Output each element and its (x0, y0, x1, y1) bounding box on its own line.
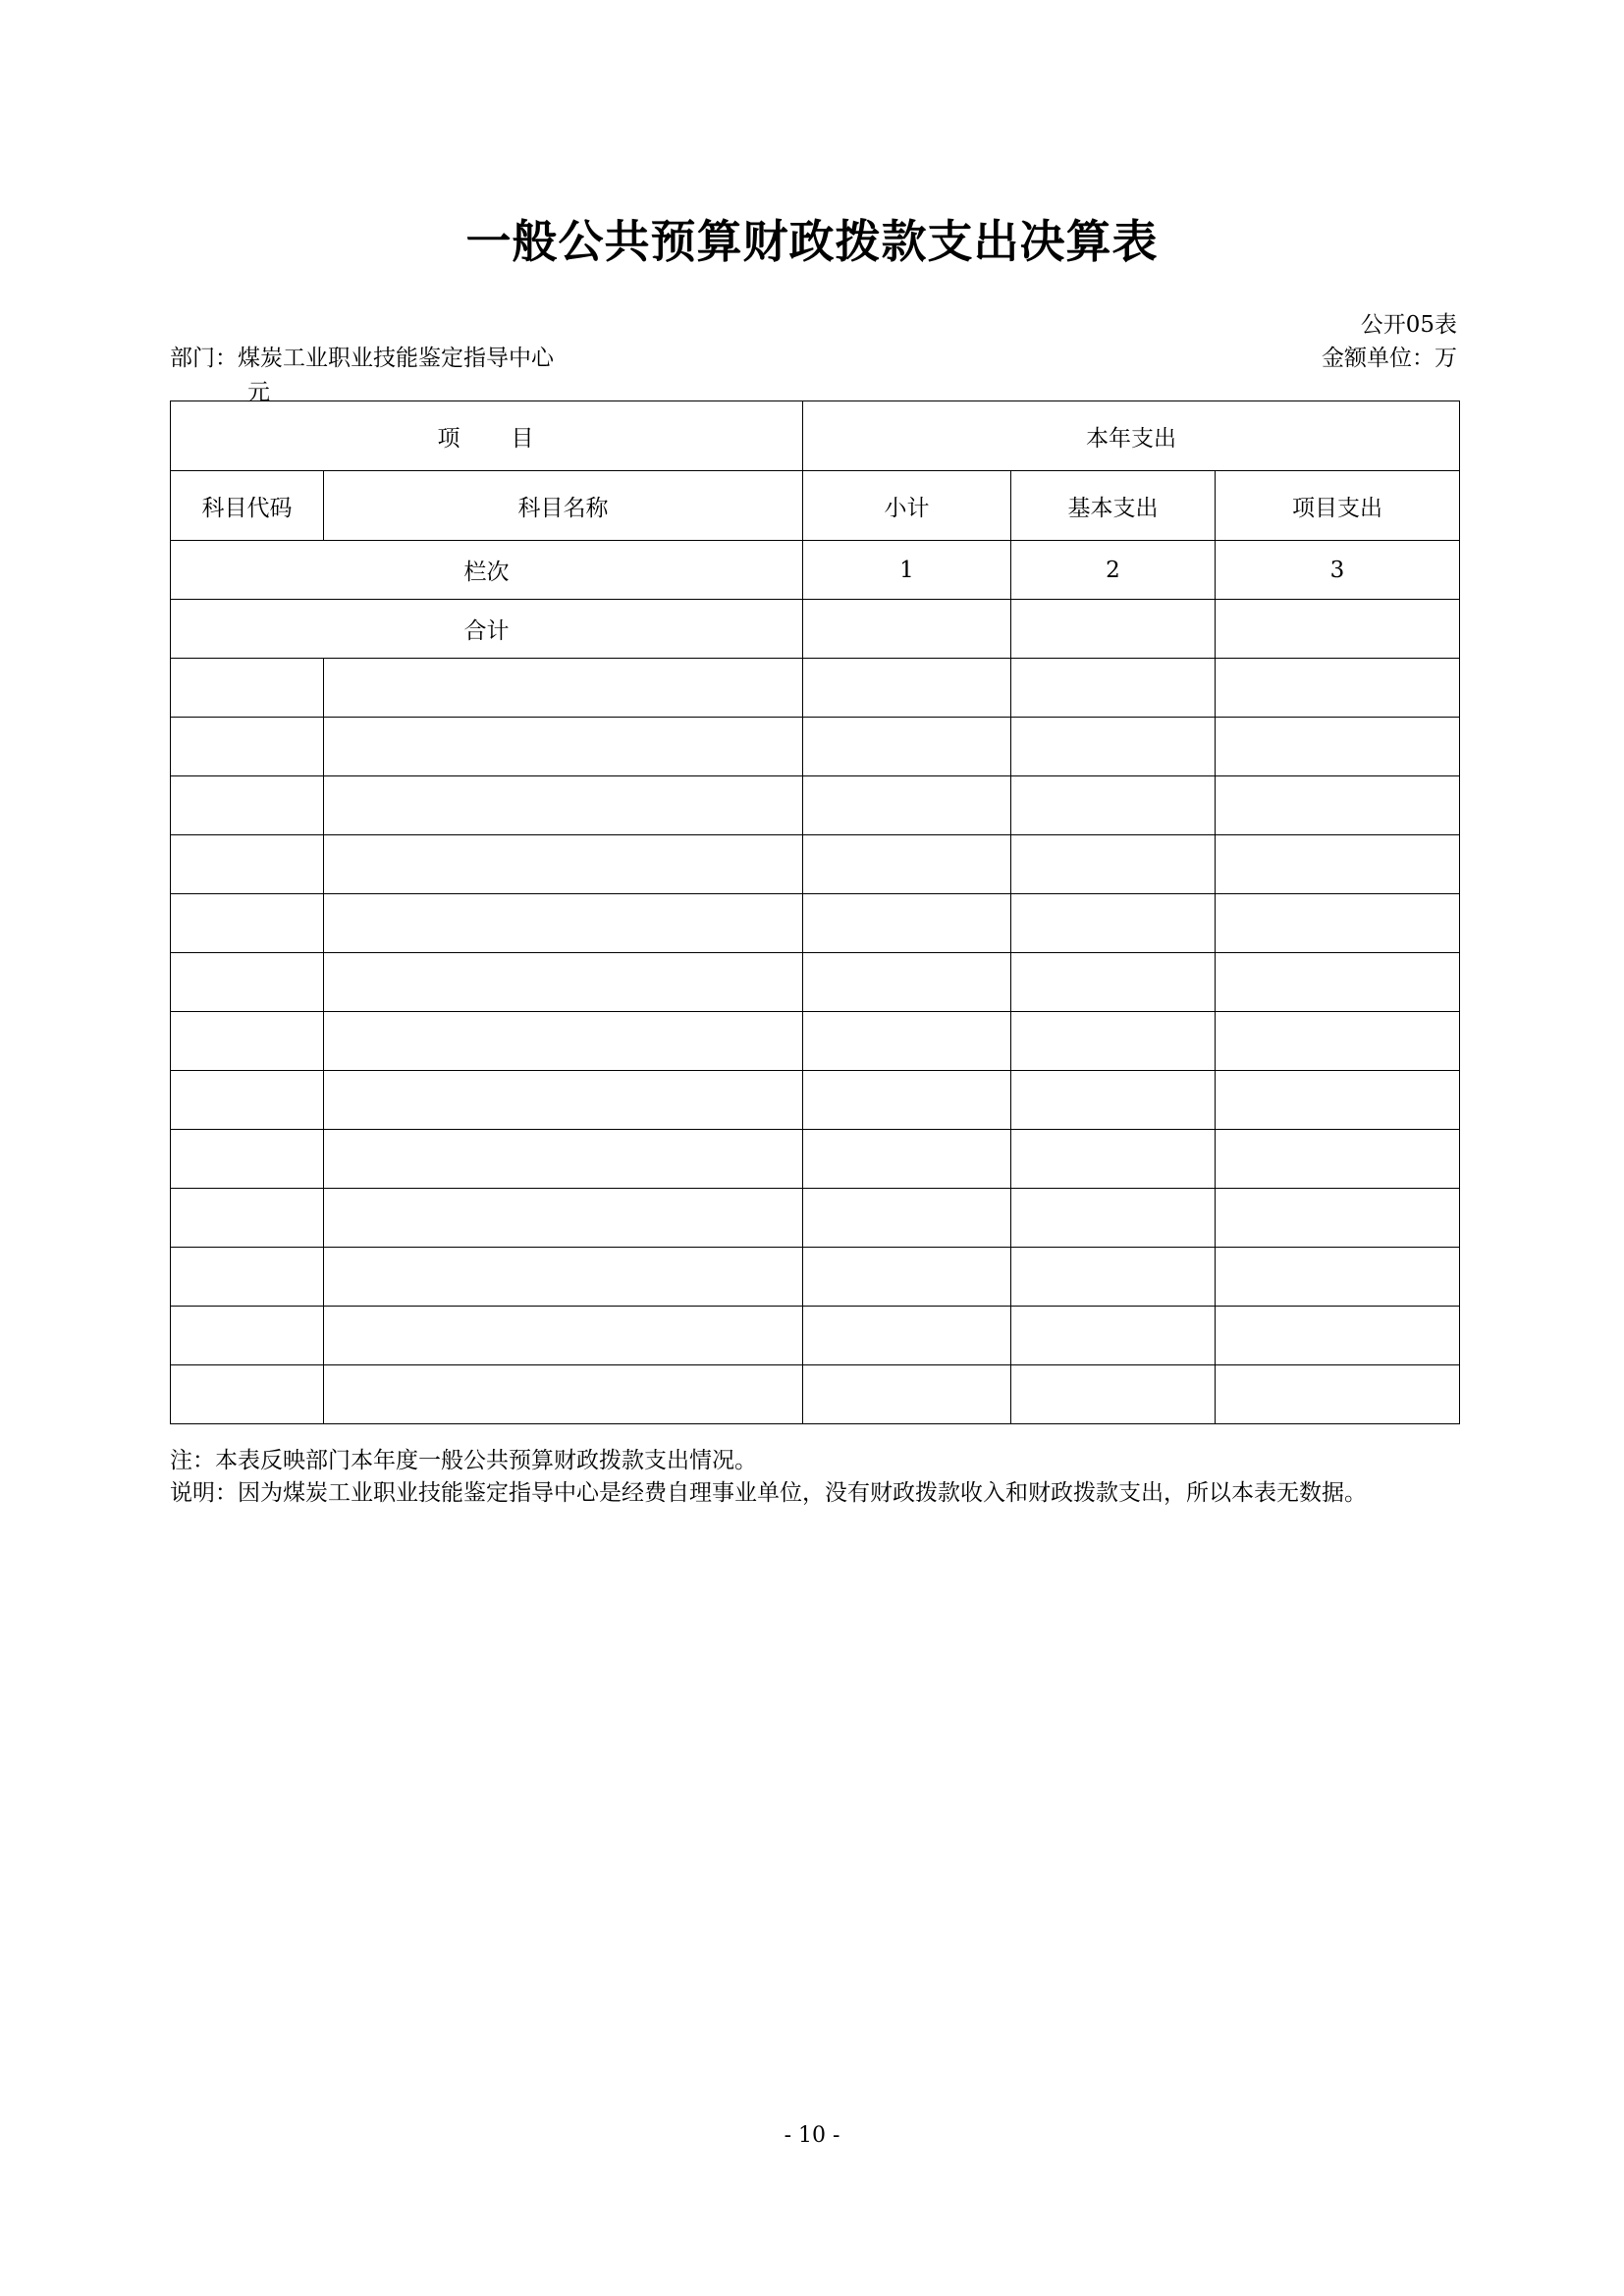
table-row (171, 894, 1460, 953)
column-number-3: 3 (1216, 541, 1460, 600)
col-header-name: 科目名称 (324, 471, 803, 541)
cell (171, 1365, 324, 1424)
cell (324, 1071, 803, 1130)
table-row (171, 1248, 1460, 1307)
cell (803, 1012, 1011, 1071)
table-row (171, 953, 1460, 1012)
col-header-code: 科目代码 (171, 471, 324, 541)
cell (1011, 659, 1216, 718)
cell (324, 1248, 803, 1307)
explanation-line: 说明：因为煤炭工业职业技能鉴定指导中心是经费自理事业单位，没有财政拨款收入和财政拨款支出，所以本表无数据。 (170, 1480, 1367, 1506)
cell (1216, 1365, 1460, 1424)
amount-unit-label: 金额单位：万 (1322, 346, 1457, 371)
total-subtotal-cell (803, 600, 1011, 659)
cell (1216, 1071, 1460, 1130)
cell (171, 776, 324, 835)
total-label: 合计 (171, 600, 803, 659)
table-row (171, 1130, 1460, 1189)
cell (803, 776, 1011, 835)
cell (324, 1365, 803, 1424)
cell (803, 894, 1011, 953)
cell (1011, 835, 1216, 894)
table-row (171, 1365, 1460, 1424)
cell (1216, 1130, 1460, 1189)
cell (324, 1130, 803, 1189)
cell (171, 1071, 324, 1130)
col-header-subtotal: 小计 (803, 471, 1011, 541)
table-header-row-1 (171, 401, 1460, 471)
cell (1011, 1307, 1216, 1365)
page-title: 一般公共预算财政拨款支出决算表 (465, 215, 1159, 268)
department-label: 部门：煤炭工业职业技能鉴定指导中心 (170, 346, 554, 371)
cell (1011, 953, 1216, 1012)
total-project-cell (1216, 600, 1460, 659)
amount-unit-tail: 元 (247, 380, 270, 405)
table-header-row-2 (171, 471, 1460, 541)
cell (171, 1012, 324, 1071)
cell (1216, 776, 1460, 835)
cell (324, 1189, 803, 1248)
cell (324, 835, 803, 894)
table-row (171, 1071, 1460, 1130)
cell (1216, 1012, 1460, 1071)
cell (1011, 1248, 1216, 1307)
header-item: 项 目 (171, 401, 803, 471)
cell (1216, 953, 1460, 1012)
page-number: - 10 - (784, 2123, 840, 2148)
cell (1011, 1071, 1216, 1130)
cell (803, 953, 1011, 1012)
cell (324, 659, 803, 718)
cell (1011, 1130, 1216, 1189)
cell (803, 718, 1011, 776)
cell (324, 1012, 803, 1071)
cell (803, 659, 1011, 718)
cell (1216, 894, 1460, 953)
cell (324, 1307, 803, 1365)
cell (171, 1189, 324, 1248)
cell (171, 894, 324, 953)
cell (1216, 1307, 1460, 1365)
cell (1216, 718, 1460, 776)
cell (1011, 1189, 1216, 1248)
cell (324, 953, 803, 1012)
note-line: 注：本表反映部门本年度一般公共预算财政拨款支出情况。 (170, 1448, 757, 1473)
cell (171, 1307, 324, 1365)
cell (1011, 776, 1216, 835)
form-code: 公开05表 (1360, 312, 1457, 338)
table-row (171, 1012, 1460, 1071)
total-basic-cell (1011, 600, 1216, 659)
cell (324, 894, 803, 953)
cell (1011, 718, 1216, 776)
cell (1011, 894, 1216, 953)
table-row (171, 659, 1460, 718)
cell (803, 1307, 1011, 1365)
table-row (171, 718, 1460, 776)
header-current-year: 本年支出 (803, 401, 1460, 471)
budget-table (170, 400, 1460, 1424)
row-column-number (171, 541, 1460, 600)
cell (171, 1248, 324, 1307)
cell (803, 1365, 1011, 1424)
col-header-project: 项目支出 (1216, 471, 1460, 541)
cell (803, 1189, 1011, 1248)
cell (171, 953, 324, 1012)
cell (324, 776, 803, 835)
col-header-basic: 基本支出 (1011, 471, 1216, 541)
cell (803, 1248, 1011, 1307)
cell (1216, 1189, 1460, 1248)
cell (171, 659, 324, 718)
cell (1216, 1248, 1460, 1307)
cell (1011, 1012, 1216, 1071)
column-number-2: 2 (1011, 541, 1216, 600)
row-total (171, 600, 1460, 659)
cell (803, 835, 1011, 894)
notes-block (170, 1445, 1367, 1510)
cell (803, 1130, 1011, 1189)
table-row (171, 1189, 1460, 1248)
cell (1216, 659, 1460, 718)
column-number-label: 栏次 (171, 541, 803, 600)
cell (171, 718, 324, 776)
table-row (171, 835, 1460, 894)
table-row (171, 776, 1460, 835)
cell (1011, 1365, 1216, 1424)
cell (324, 718, 803, 776)
cell (171, 835, 324, 894)
table-row (171, 1307, 1460, 1365)
cell (171, 1130, 324, 1189)
cell (1216, 835, 1460, 894)
cell (803, 1071, 1011, 1130)
column-number-1: 1 (803, 541, 1011, 600)
